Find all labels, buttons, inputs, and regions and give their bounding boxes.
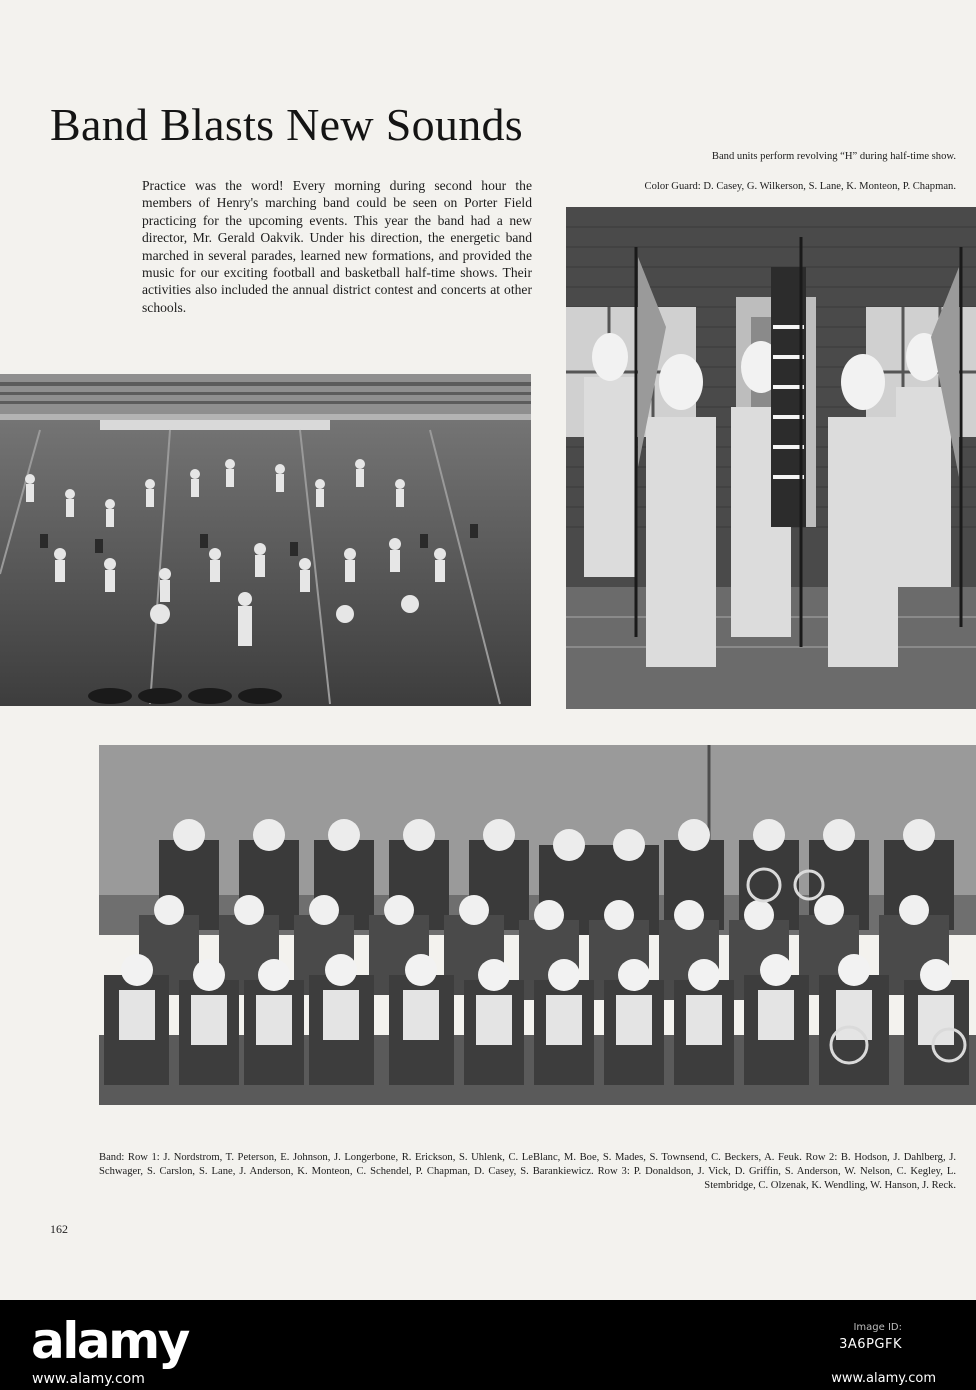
marching-band-field-photo: [0, 374, 531, 706]
page-title: Band Blasts New Sounds: [50, 99, 524, 150]
page-number: 162: [50, 1222, 68, 1236]
image-id-label: Image ID:: [853, 1322, 902, 1333]
color-guard-photo: [566, 207, 976, 709]
alamy-logo: alamy: [31, 1312, 188, 1370]
band-roster-caption: Band: Row 1: J. Nordstrom, T. Peterson, E. Johnson, J. Longerbone, R. Erickson, S. Uhlenk, C. LeBlanc, M. Boe, S. Mades, S. Townsend, C. Beckers, A. Feuk. Row 2: B. Hodson, J. Dahlberg, J. Schwager, S. Carslon, S. Lane, J. Anderson, K. Monteon, C. Schendel, P. Chapman, D. Casey, S. Barankiewicz. Row 3: P. Donaldson, J. Vick, D. Griffin, S. Anderson, W. Nelson, C. Kegley, L. Stembridge, C. Olzenak, K. Wendling, W. Hanson, J. Reck.: [99, 1152, 956, 1191]
alamy-url-right: www.alamy.com: [831, 1371, 936, 1386]
band-group-photo: [99, 745, 976, 1105]
halftime-caption: Band units perform revolving “H” during half-time show.: [711, 151, 956, 162]
intro-paragraph: Practice was the word! Every morning during second hour the members of Henry's marching band could be seen on Porter Field practicing for the upcoming events. This year the band had a new director, Mr. Gerald Oakvik. Under his direction, the energetic band marched in several parades, learned new formations, and provided the music for our exciting football and basketball half-time shows. Their activities also included the annual district contest and concerts at other schools.: [142, 178, 532, 315]
alamy-url-left: www.alamy.com: [32, 1371, 145, 1387]
image-id: 3A6PGFK: [839, 1337, 902, 1352]
color-guard-caption: Color Guard: D. Casey, G. Wilkerson, S. Lane, K. Monteon, P. Chapman.: [644, 181, 956, 192]
